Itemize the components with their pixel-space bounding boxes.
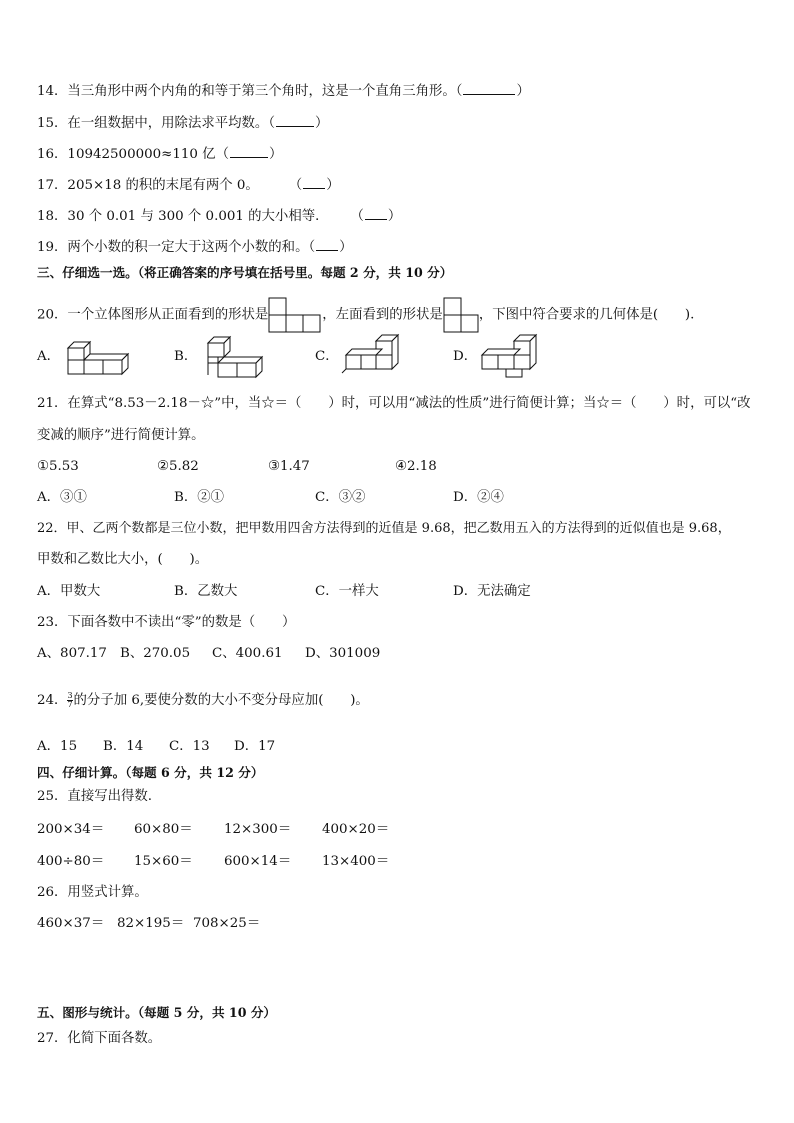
choice-3: ③1.47 <box>268 459 310 474</box>
option-b[interactable]: B．②① <box>174 490 225 505</box>
question-17: 17．205×18 的积的末尾有两个 0。 （ ） <box>37 178 340 193</box>
calc-item: 708×25＝ <box>193 916 261 931</box>
option-d-label[interactable]: D． <box>453 349 478 364</box>
front-view-figure <box>268 297 322 333</box>
answer-blank[interactable] <box>276 114 314 127</box>
option-c[interactable]: C．13 <box>169 739 210 754</box>
option-a[interactable]: A．15 <box>37 739 78 754</box>
question-25: 25．直接写出得数. <box>37 789 153 804</box>
calc-item: 60×80＝ <box>134 822 193 837</box>
option-c[interactable]: C．一样大 <box>315 584 379 599</box>
question-16: 16．10942500000≈110 亿（ ） <box>37 147 283 162</box>
question-22-line-2: 甲数和乙数比大小，( )。 <box>37 552 209 567</box>
calc-item: 15×60＝ <box>134 854 193 869</box>
option-d[interactable]: D．②④ <box>453 490 504 505</box>
question-23: 23．下面各数中不读出“零”的数是（ ） <box>37 615 296 630</box>
option-c-label[interactable]: C． <box>315 349 339 364</box>
option-a[interactable]: A．③① <box>37 490 87 505</box>
option-a[interactable]: A、807.17 <box>37 646 107 661</box>
option-d[interactable]: D．17 <box>234 739 276 754</box>
calc-item: 12×300＝ <box>224 822 292 837</box>
left-view-figure <box>443 297 479 333</box>
calc-item: 200×34＝ <box>37 822 105 837</box>
question-18: 18．30 个 0.01 与 300 个 0.001 的大小相等． （ ） <box>37 209 402 224</box>
question-15: 15．在一组数据中，用除法求平均数。（ ） <box>37 116 329 131</box>
fraction: $\frac{3}{7}$ <box>67 691 73 709</box>
calc-item: 82×195＝ <box>117 916 185 931</box>
question-22-line-1: 22．甲、乙两个数都是三位小数，把甲数用四舍方法得到的近值是 9.68，把乙数用五入的方法得到的近似值也是 9.68， <box>37 521 731 536</box>
answer-blank[interactable] <box>463 82 515 95</box>
question-27: 27．化简下面各数。 <box>37 1031 162 1046</box>
solid-figure-a <box>66 338 134 378</box>
answer-blank[interactable] <box>303 176 325 189</box>
calc-item: 600×14＝ <box>224 854 292 869</box>
calc-item: 460×37＝ <box>37 916 105 931</box>
calc-item: 400×20＝ <box>322 822 390 837</box>
calc-item: 400÷80＝ <box>37 854 105 869</box>
question-19: 19．两个小数的积一定大于这两个小数的和。（ ） <box>37 240 353 255</box>
option-b[interactable]: B、270.05 <box>120 646 191 661</box>
option-d[interactable]: D．无法确定 <box>453 584 531 599</box>
option-b-label[interactable]: B． <box>174 349 198 364</box>
answer-blank[interactable] <box>316 238 338 251</box>
solid-figure-c <box>340 333 402 379</box>
option-d[interactable]: D、301009 <box>305 646 381 661</box>
option-c[interactable]: C、400.61 <box>212 646 283 661</box>
choice-2: ②5.82 <box>157 459 199 474</box>
solid-figure-d <box>478 333 540 379</box>
option-b[interactable]: B．14 <box>103 739 144 754</box>
question-14: 14．当三角形中两个内角的和等于第三个角时，这是一个直角三角形。（ ） <box>37 84 530 99</box>
question-26: 26．用竖式计算。 <box>37 885 148 900</box>
calc-item: 13×400＝ <box>322 854 390 869</box>
option-a[interactable]: A．甲数大 <box>37 584 101 599</box>
question-24: 24． $\frac{3}{7}$ 的分子加 6,要使分数的大小不变分母应加( )。 <box>37 691 369 709</box>
question-21-line-2: 变减的顺序”进行简便计算。 <box>37 428 205 443</box>
section-3-heading: 三、仔细选一选。（将正确答案的序号填在括号里。每题 2 分，共 10 分） <box>37 265 453 280</box>
question-21-line-1: 21．在算式“8.53－2.18－☆”中，当☆＝（ ）时，可以用“减法的性质”进行简便计算；当☆＝（ ）时，可以“改 <box>37 396 751 411</box>
answer-blank[interactable] <box>365 207 387 220</box>
option-a-label[interactable]: A． <box>37 349 61 364</box>
section-4-heading: 四、仔细计算。（每题 6 分，共 12 分） <box>37 765 264 780</box>
solid-figure-b <box>204 335 266 381</box>
section-5-heading: 五、图形与统计。（每题 5 分，共 10 分） <box>37 1005 277 1020</box>
choice-1: ①5.53 <box>37 459 79 474</box>
answer-blank[interactable] <box>230 145 268 158</box>
option-c[interactable]: C．③② <box>315 490 366 505</box>
choice-4: ④2.18 <box>395 459 437 474</box>
question-20: 20．一个立体图形从正面看到的形状是 ，左面看到的形状是 ，下图中符合要求的几何体是( ). <box>37 297 694 333</box>
option-b[interactable]: B．乙数大 <box>174 584 238 599</box>
